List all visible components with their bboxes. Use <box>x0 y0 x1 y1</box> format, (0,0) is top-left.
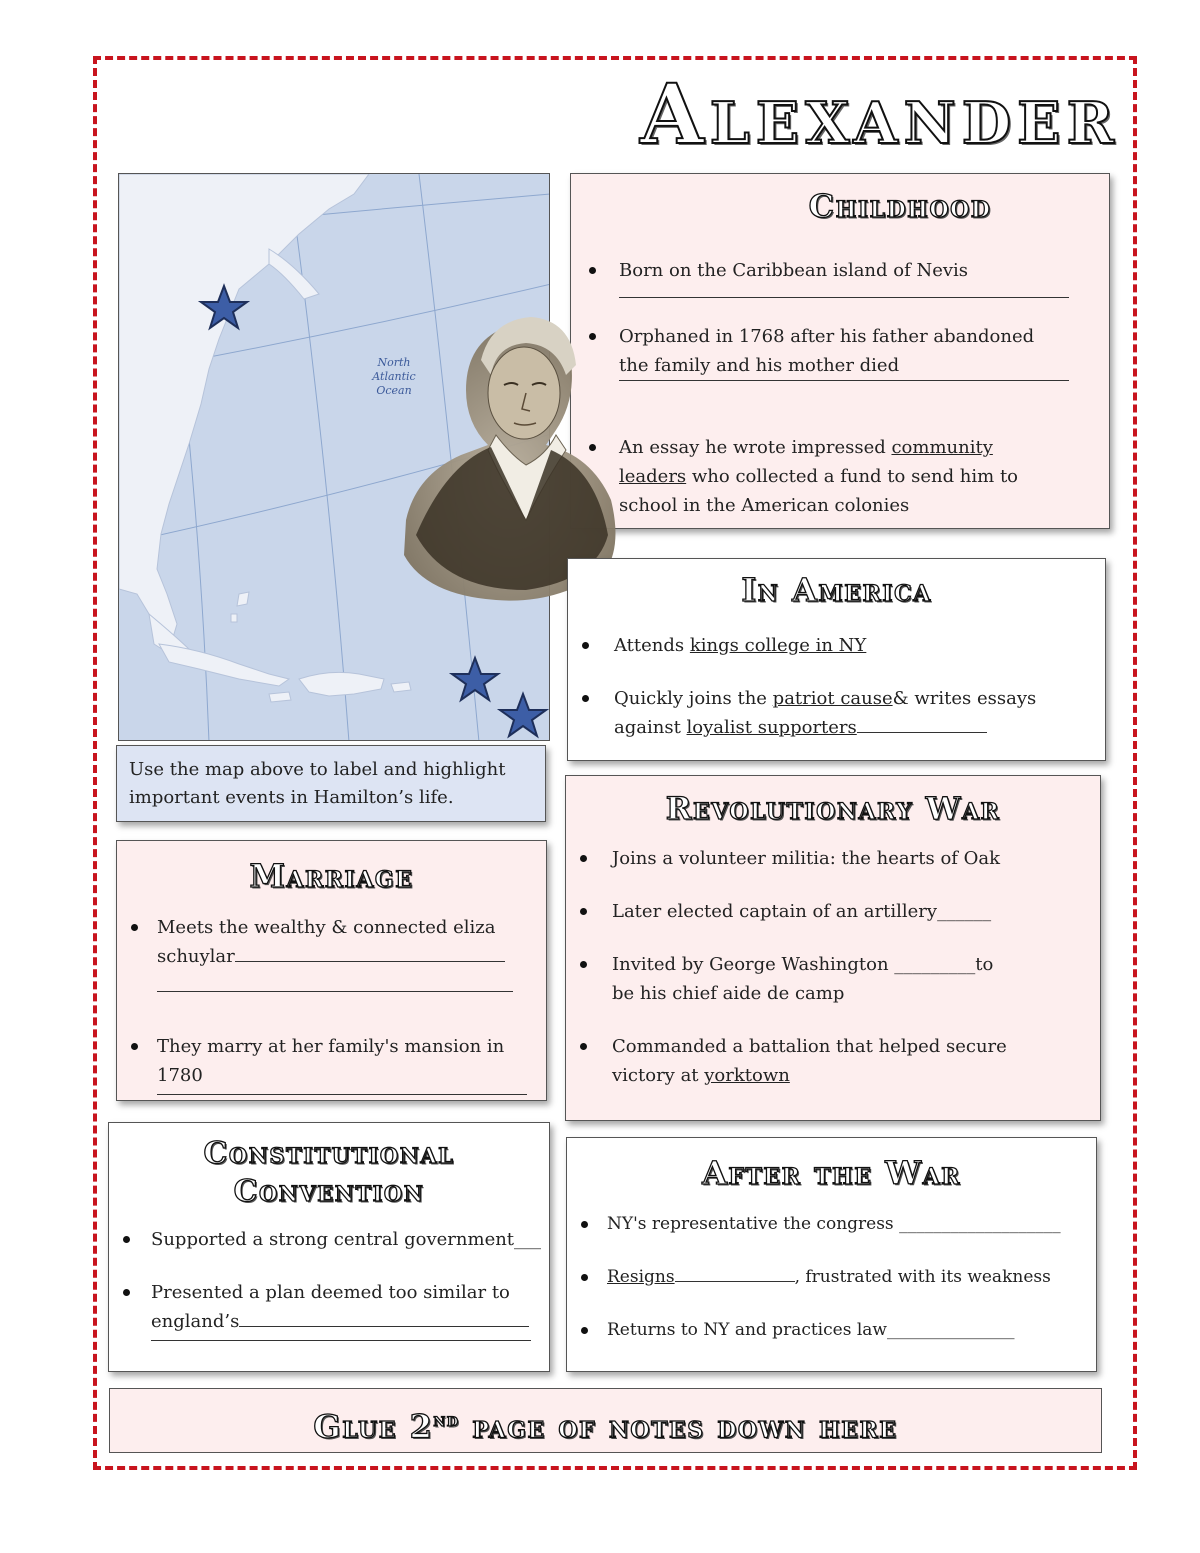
map-instruction: Use the map above to label and highlight important events in Hamilton’s life. <box>129 759 506 808</box>
revolutionary-war-heading: Revolutionary War <box>665 791 1001 827</box>
childhood-item-3c: school in the American colonies <box>619 495 910 516</box>
revolutionary-war-section <box>565 775 1101 1121</box>
glue-notes-sup: nd <box>433 1410 460 1431</box>
answer-line <box>857 732 987 733</box>
childhood-item-3b: who collected a fund to send him to <box>686 466 1019 487</box>
convention-item-2a: Presented a plan deemed too similar to <box>151 1282 510 1303</box>
list-item <box>566 1032 1100 1090</box>
america-item-1-underline: kings college in NY <box>689 635 867 656</box>
glue-notes-text-a: Glue 2 <box>313 1407 434 1446</box>
america-item-2c: against <box>614 717 687 738</box>
list-item <box>575 322 1059 381</box>
after-the-war-section <box>566 1137 1097 1372</box>
ocean-label-3: Ocean <box>376 384 412 397</box>
after-item-2-underline: Resigns <box>607 1267 675 1287</box>
in-america-section <box>567 558 1106 761</box>
rev-item-2: Later elected captain of an artillery______ <box>566 897 1100 926</box>
rev-item-4-underline: yorktown <box>704 1065 790 1086</box>
childhood-section <box>570 173 1110 529</box>
glue-notes-box <box>109 1388 1102 1453</box>
after-item-1: NY's representative the congress ___________________ <box>567 1210 1096 1239</box>
list-item <box>109 1225 549 1254</box>
rev-item-4a: Commanded a battalion that helped secure <box>612 1036 1007 1057</box>
list-item <box>575 433 1079 491</box>
america-item-2-underline: patriot cause <box>772 688 893 709</box>
rev-item-3a: Invited by George Washington _________to <box>612 954 994 975</box>
rev-item-3b: be his chief aide de camp <box>612 983 845 1004</box>
page-title: Alexander <box>640 67 1120 163</box>
answer-line <box>157 1094 527 1095</box>
list-item <box>117 913 546 992</box>
convention-heading-1: Constitutional <box>203 1136 455 1171</box>
america-item-2b: & writes essays <box>892 688 1037 709</box>
after-item-2b: , frustrated with its weakness <box>794 1267 1051 1287</box>
answer-line <box>239 1326 529 1327</box>
after-item-3: Returns to NY and practices law_______________ <box>567 1316 1096 1345</box>
list-item <box>575 256 1109 298</box>
list-item <box>566 950 1100 1008</box>
in-america-heading: In America <box>741 571 932 609</box>
answer-line <box>157 991 513 992</box>
america-item-1a: Attends <box>614 635 690 656</box>
childhood-heading: Childhood <box>808 187 992 225</box>
marriage-item-1b: schuylar <box>157 946 235 967</box>
ocean-label-1: North <box>377 356 411 369</box>
answer-line <box>675 1281 795 1282</box>
marriage-item-2: They marry at her family's mansion in 1780 <box>157 1036 505 1086</box>
childhood-item-3-underline-1: community <box>891 437 993 458</box>
marriage-item-1a: Meets the wealthy & connected eliza <box>157 917 496 938</box>
rev-item-4b: victory at <box>612 1065 705 1086</box>
marriage-heading: Marriage <box>249 857 414 895</box>
convention-item-1: Supported a strong central government___ <box>151 1229 542 1250</box>
answer-line <box>235 961 505 962</box>
marriage-section <box>116 840 547 1101</box>
answer-line <box>619 380 1069 381</box>
answer-line <box>151 1340 531 1341</box>
list-item <box>567 1263 1096 1292</box>
list-item <box>117 1032 546 1095</box>
childhood-item-3-underline-2: leaders <box>619 466 687 487</box>
ocean-label-2: Atlantic <box>372 370 416 383</box>
america-item-2a: Quickly joins the <box>614 688 773 709</box>
map-instruction-box <box>116 745 546 822</box>
answer-line <box>619 297 1069 298</box>
america-item-2-underline-2: loyalist supporters <box>686 717 857 738</box>
list-item <box>568 684 1105 742</box>
childhood-item-1: Born on the Caribbean island of Nevis <box>619 260 969 281</box>
childhood-item-2: Orphaned in 1768 after his father abandoned the family and his mother died <box>619 326 1035 376</box>
convention-item-2b: england’s <box>151 1311 240 1332</box>
childhood-item-3a: An essay he wrote impressed <box>619 437 892 458</box>
list-item <box>568 631 1105 660</box>
after-the-war-heading: After the War <box>702 1154 961 1192</box>
rev-item-1: Joins a volunteer militia: the hearts of Oak <box>566 844 1100 873</box>
glue-notes-text-b: page of notes down here <box>459 1407 898 1446</box>
glue-notes-text <box>110 1389 1101 1459</box>
list-item <box>109 1278 549 1341</box>
convention-heading-2: Convention <box>233 1174 425 1209</box>
constitutional-convention-section <box>108 1122 550 1372</box>
